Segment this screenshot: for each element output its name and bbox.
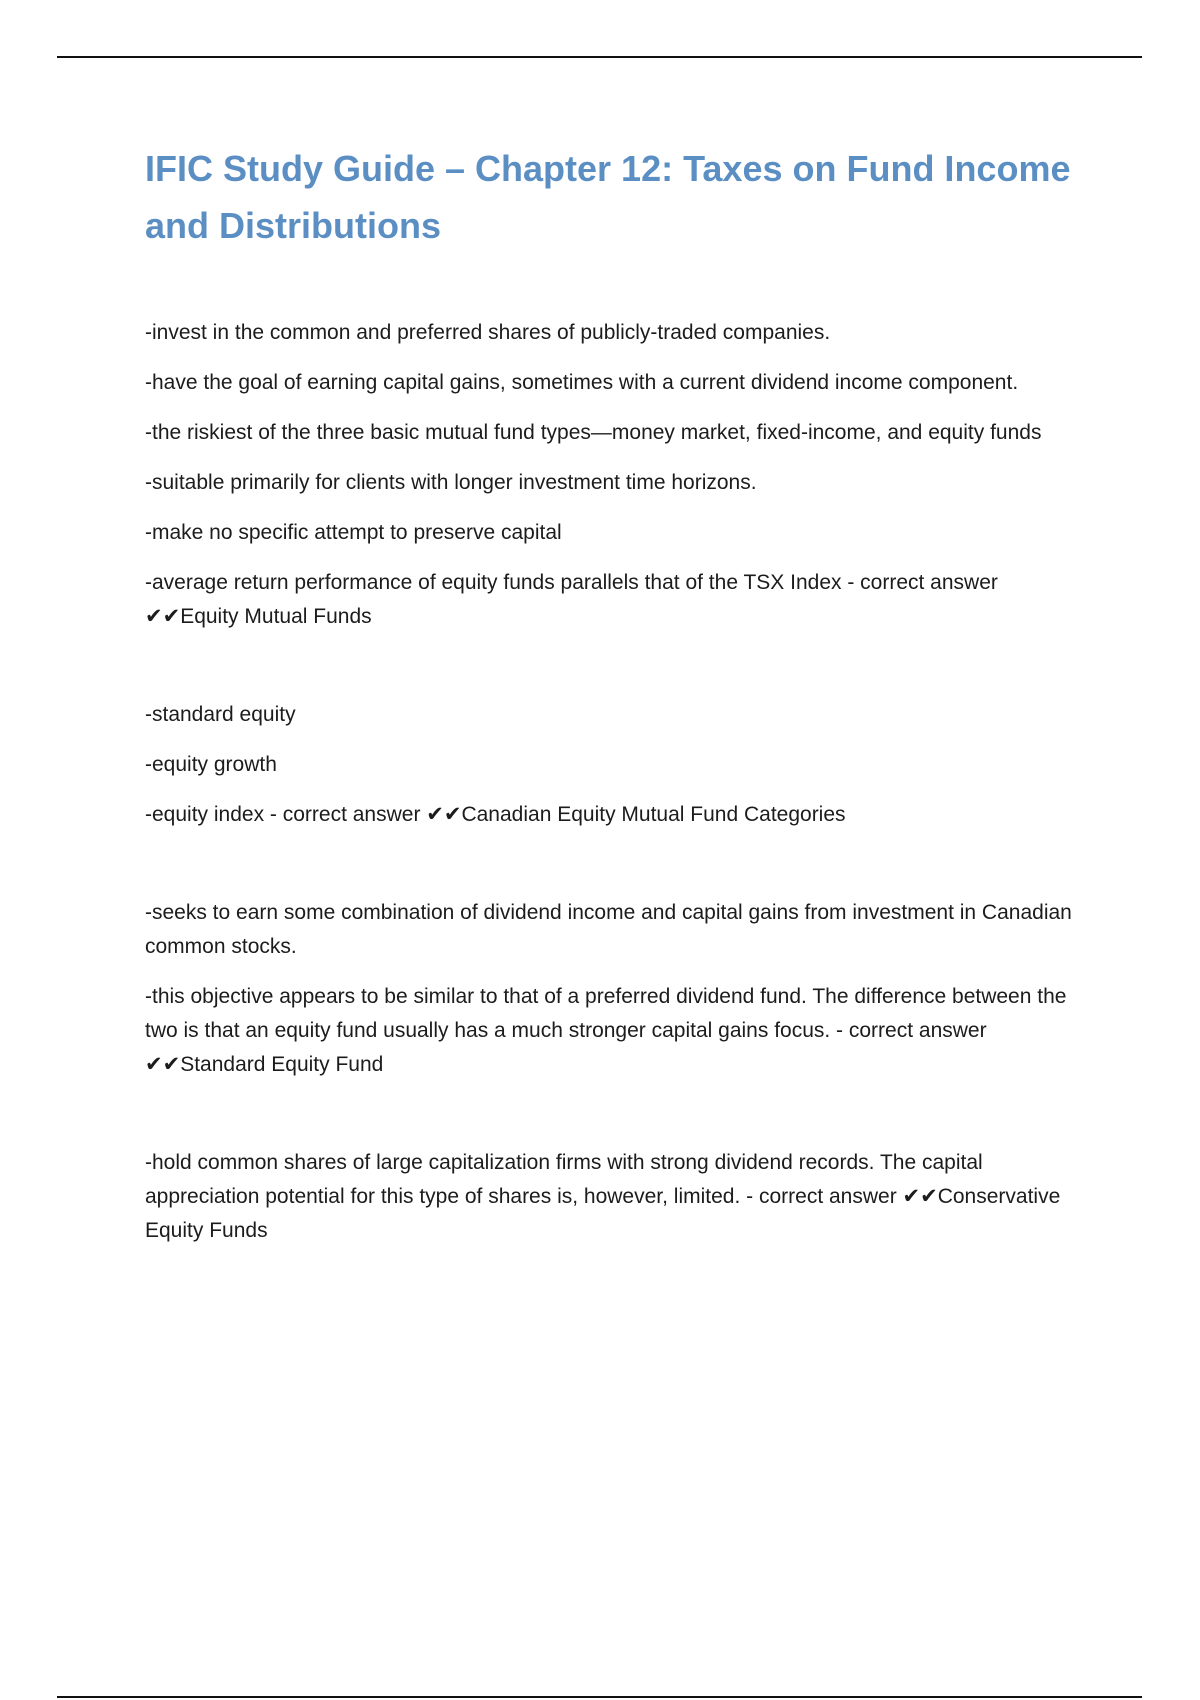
paragraph: -equity index - correct answer ✔✔Canadian Equity Mutual Fund Categories [145,803,846,826]
header-rule [57,56,1142,58]
paragraph: -invest in the common and preferred shares of publicly-traded companies. [145,321,831,344]
paragraph: -standard equity [145,703,296,726]
paragraph: -the riskiest of the three basic mutual fund types—money market, fixed-income, and equity funds [145,421,1042,444]
section-standard-equity-fund [145,896,1090,1082]
section-spacer [145,1098,1090,1146]
document-title: IFIC Study Guide – Chapter 12: Taxes on Fund Income and Distributions [145,148,1071,246]
paragraph: -equity growth [145,753,277,776]
paragraph: -average return performance of equity funds parallels that of the TSX Index - correct answer ✔✔Equity Mutual Funds [145,571,998,628]
section-spacer [145,650,1090,698]
section-fund-categories [145,698,1090,832]
footer-rule [57,1696,1142,1698]
section-spacer [145,848,1090,896]
paragraph: -seeks to earn some combination of dividend income and capital gains from investment in Canadian common stocks. [145,901,1072,958]
paragraph: -this objective appears to be similar to that of a preferred dividend fund. The difference between the two is that an equity fund usually has a much stronger capital gains focus. - correct answer ✔✔Standard Equity Fund [145,985,1067,1076]
document-body [145,316,1090,1248]
section-equity-mutual-funds [145,316,1090,634]
paragraph: -hold common shares of large capitalization firms with strong dividend records. The capital appreciation potential for this type of shares is, however, limited. - correct answer ✔✔Conservative Equity Funds [145,1151,1061,1242]
paragraph: -suitable primarily for clients with longer investment time horizons. [145,471,757,494]
section-conservative-equity-funds [145,1146,1090,1248]
paragraph: -have the goal of earning capital gains, sometimes with a current dividend income component. [145,371,1019,394]
paragraph: -make no specific attempt to preserve capital [145,521,562,544]
page-content [145,140,1090,1264]
